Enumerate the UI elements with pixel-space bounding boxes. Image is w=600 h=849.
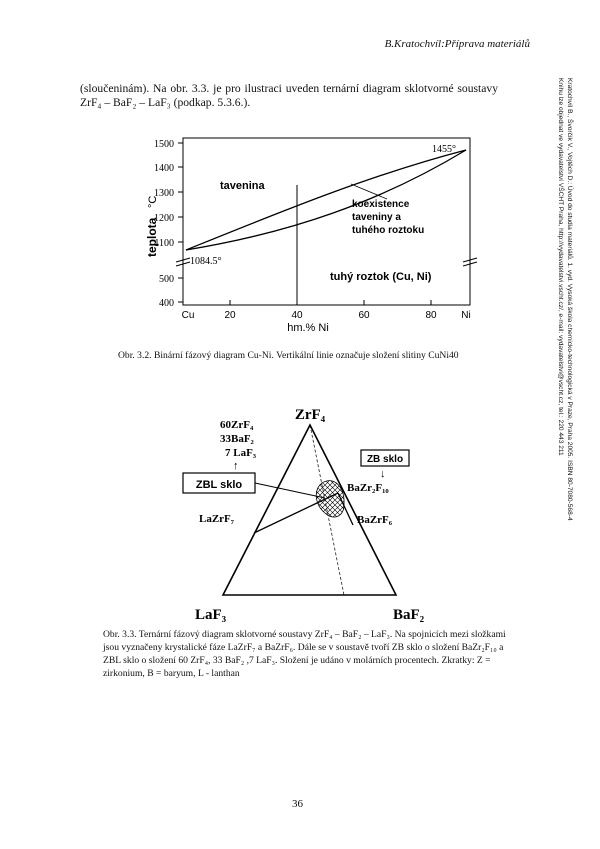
y-tick-label: 1400 bbox=[154, 163, 174, 174]
zbl-pointer bbox=[255, 483, 325, 498]
x-tick-label: Ni bbox=[461, 310, 471, 321]
vertex-zrf4: ZrF₄ bbox=[294, 407, 326, 423]
glass-forming-region bbox=[316, 481, 344, 517]
label-tuhy-roztok: tuhý roztok (Cu, Ni) bbox=[330, 271, 432, 283]
y-tick-label: 1100 bbox=[154, 238, 174, 249]
composition-laf3: 7 LaF₃ bbox=[225, 447, 257, 459]
y-tick-label: 1200 bbox=[154, 213, 174, 224]
y-tick-marks bbox=[178, 143, 183, 302]
side-citation bbox=[555, 78, 573, 598]
composition-baf2: 33BaF₂ bbox=[220, 433, 254, 445]
x-tick-marks bbox=[230, 300, 431, 305]
side-citation-line-1: Kratochvíl B., Švorčík V., Vojtěch D.: Úvod do studia materiálů. 1. vyd. Vysoká škola chemicko-technologická v Praze, Praha 2005. ISBN 80-7080-568-4 bbox=[566, 78, 573, 521]
x-axis-label: hm.% Ni bbox=[287, 322, 329, 334]
label-koexistence-1: koexistence bbox=[352, 199, 410, 210]
zbl-box-label: ZBL sklo bbox=[195, 479, 243, 491]
x-tick-label: 40 bbox=[291, 310, 303, 321]
composition-zrf4: 60ZrF₄ bbox=[220, 419, 254, 431]
label-koexistence-2: taveniny a bbox=[352, 212, 401, 223]
running-header: B.Kratochvíl:Příprava materiálů bbox=[384, 38, 530, 50]
koexistence-pointer bbox=[351, 184, 387, 199]
figure-ternary-diagram bbox=[165, 395, 455, 625]
vertex-baf2: BaF₂ bbox=[393, 607, 425, 623]
label-cu-melting-point: 1084.5° bbox=[190, 256, 222, 267]
y-tick-label: 1500 bbox=[154, 139, 174, 150]
label-lazrf7: LaZrF₇ bbox=[199, 513, 235, 525]
intro-paragraph: (sloučeninám). Na obr. 3.3. je pro ilustraci uveden ternární diagram sklotvorné soustavy ZrF₄ – BaF₂ – LaF₃ (podkap. 5.3.6.). bbox=[80, 82, 498, 109]
x-tick-label: 80 bbox=[425, 310, 437, 321]
zb-arrow-down: ↓ bbox=[380, 468, 386, 480]
y-tick-label: 1300 bbox=[154, 188, 174, 199]
composition-arrow-up: ↑ bbox=[233, 460, 239, 472]
x-tick-label: 60 bbox=[358, 310, 370, 321]
y-tick-label: 500 bbox=[159, 274, 174, 285]
label-ni-melting-point: 1455° bbox=[432, 144, 456, 155]
figure1-caption: Obr. 3.2. Binární fázový diagram Cu-Ni. Vertikální linie označuje složení slitiny CuNi40 bbox=[118, 350, 459, 361]
figure2-caption: Obr. 3.3. Ternární fázový diagram sklotvorné soustavy ZrF₄ – BaF₂ – LaF₃. Na spojnicích mezi složkami jsou vyznačeny krystalické fáze LaZrF₇ a BaZrF₆. Dále se v soustavě tvoří ZB sklo o složení BaZr₂F₁₀ a ZBL sklo o složení 60 ZrF₄, 33 BaF₂ ,7 LaF₃. Složení je udáno v molárních procentech. Zkratky: Z = zirkonium, B = baryum, L - lanthan bbox=[103, 629, 506, 679]
zb-box-label: ZB sklo bbox=[366, 454, 404, 465]
figure-cu-ni-phase-diagram bbox=[140, 130, 500, 340]
y-axis-unit: °C bbox=[147, 195, 159, 208]
y-axis-label: teplota bbox=[145, 217, 159, 257]
label-bazrf6: BaZrF₆ bbox=[357, 514, 393, 526]
vertex-laf3: LaF₃ bbox=[195, 607, 227, 623]
x-tick-label: 20 bbox=[224, 310, 236, 321]
y-tick-label: 400 bbox=[159, 298, 174, 309]
side-citation-line-2: Knihu lze objednat ve vydavatelství VŠCHT Praha, http://vydavatelstvi.vscht.cz/, e-mail: vydavatelstvi@vscht.cz, tel.: 220 443 211 bbox=[557, 78, 565, 456]
page-number: 36 bbox=[292, 798, 303, 810]
label-bazr2f10: BaZr₂F₁₀ bbox=[347, 482, 389, 494]
label-koexistence-3: tuhého roztoku bbox=[352, 225, 425, 236]
label-tavenina: tavenina bbox=[220, 180, 265, 192]
x-tick-label: Cu bbox=[181, 310, 195, 321]
